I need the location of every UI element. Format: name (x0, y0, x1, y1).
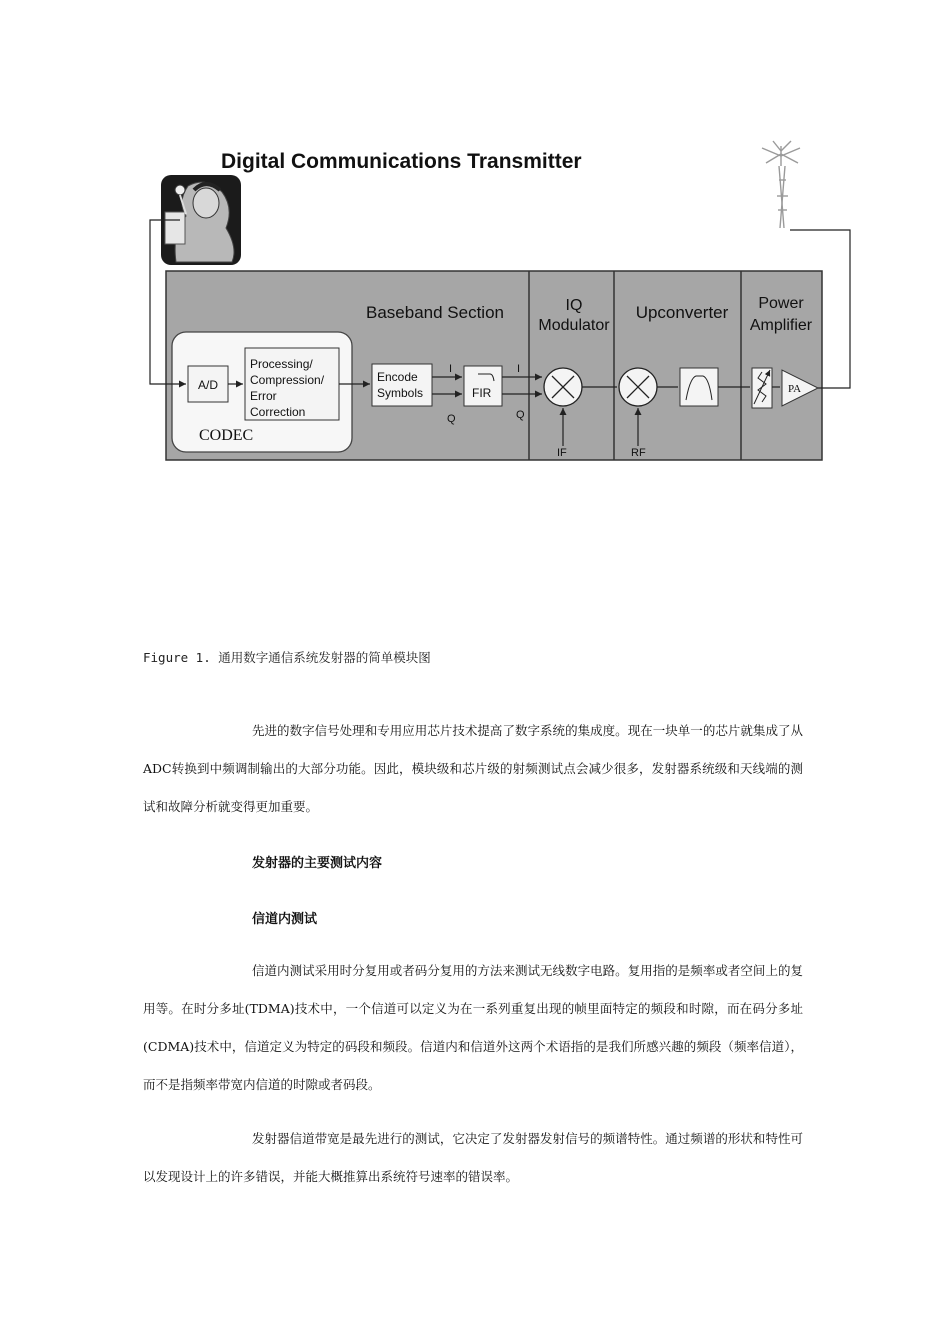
encode-label-2: Symbols (377, 386, 424, 400)
power-amplifier-label-line1: Power (758, 295, 804, 312)
heading-in-channel: 信道内测试 (252, 912, 318, 927)
iq-modulator-label-line2: Modulator (538, 317, 610, 334)
processing-label-4: Correction (250, 405, 306, 419)
heading-main-tests: 发射器的主要测试内容 (252, 856, 383, 871)
upconverter-label: Upconverter (635, 303, 729, 322)
baseband-section-label: Baseband Section (366, 303, 504, 322)
q-signal-label-2: Q (516, 409, 525, 421)
bandpass-filter-block (680, 368, 718, 406)
paragraph-bandwidth: 发射器信道带宽是最先进行的测试，它决定了发射器发射信号的频谱特性。通过频谱的形状和特性可以发现设计上的许多错误，并能大概推算出系统符号速率的错误率。 (143, 1131, 803, 1184)
ad-converter-label: A/D (197, 378, 219, 392)
i-signal-label: I (449, 363, 453, 375)
power-amplifier-label-line2: Amplifier (749, 317, 813, 334)
figure-caption: Figure 1. 通用数字通信系统发射器的简单模块图 (143, 650, 431, 665)
rf-mixer-icon (619, 368, 657, 406)
encode-label-1: Encode (377, 370, 418, 384)
codec-label: CODEC (199, 427, 254, 444)
processing-label-1: Processing/ (250, 357, 313, 371)
iq-modulator-label-line1: IQ (565, 297, 583, 314)
paragraph-integration: 先进的数字信号处理和专用应用芯片技术提高了数字系统的集成度。现在一块单一的芯片就集成了从ADC转换到中频调制输出的大部分功能。因此，模块级和芯片级的射频测试点会减少很多，发射器系统级和天线端的测试和故障分析就变得更加重要。 (143, 723, 803, 814)
pa-label: PA (788, 383, 802, 395)
q-signal-label: Q (447, 413, 456, 425)
processing-label-2: Compression/ (250, 373, 325, 387)
diagram-title: Digital Communications Transmitter (221, 150, 582, 173)
antenna-tower-icon (762, 141, 800, 228)
if-signal-label: IF (557, 447, 567, 459)
rf-signal-label: RF (631, 447, 646, 459)
transmitter-block-diagram (0, 0, 950, 470)
fir-label: FIR (472, 386, 492, 400)
iq-mixer-icon (544, 368, 582, 406)
paragraph-in-channel: 信道内测试采用时分复用或者码分复用的方法来测试无线数字电路。复用指的是频率或者空间上的复用等。在时分多址(TDMA)技术中，一个信道可以定义为在一系列重复出现的帧里面特定的频段和时隙，而在码分多址(CDMA)技术中，信道定义为特定的码段和频段。信道内和信道外这两个术语指的是我们所感兴趣的频段（频率信道），而不是指频率带宽内信道的时隙或者码段。 (143, 963, 803, 1092)
i-signal-label-2: I (517, 363, 521, 375)
processing-label-3: Error (250, 389, 277, 403)
